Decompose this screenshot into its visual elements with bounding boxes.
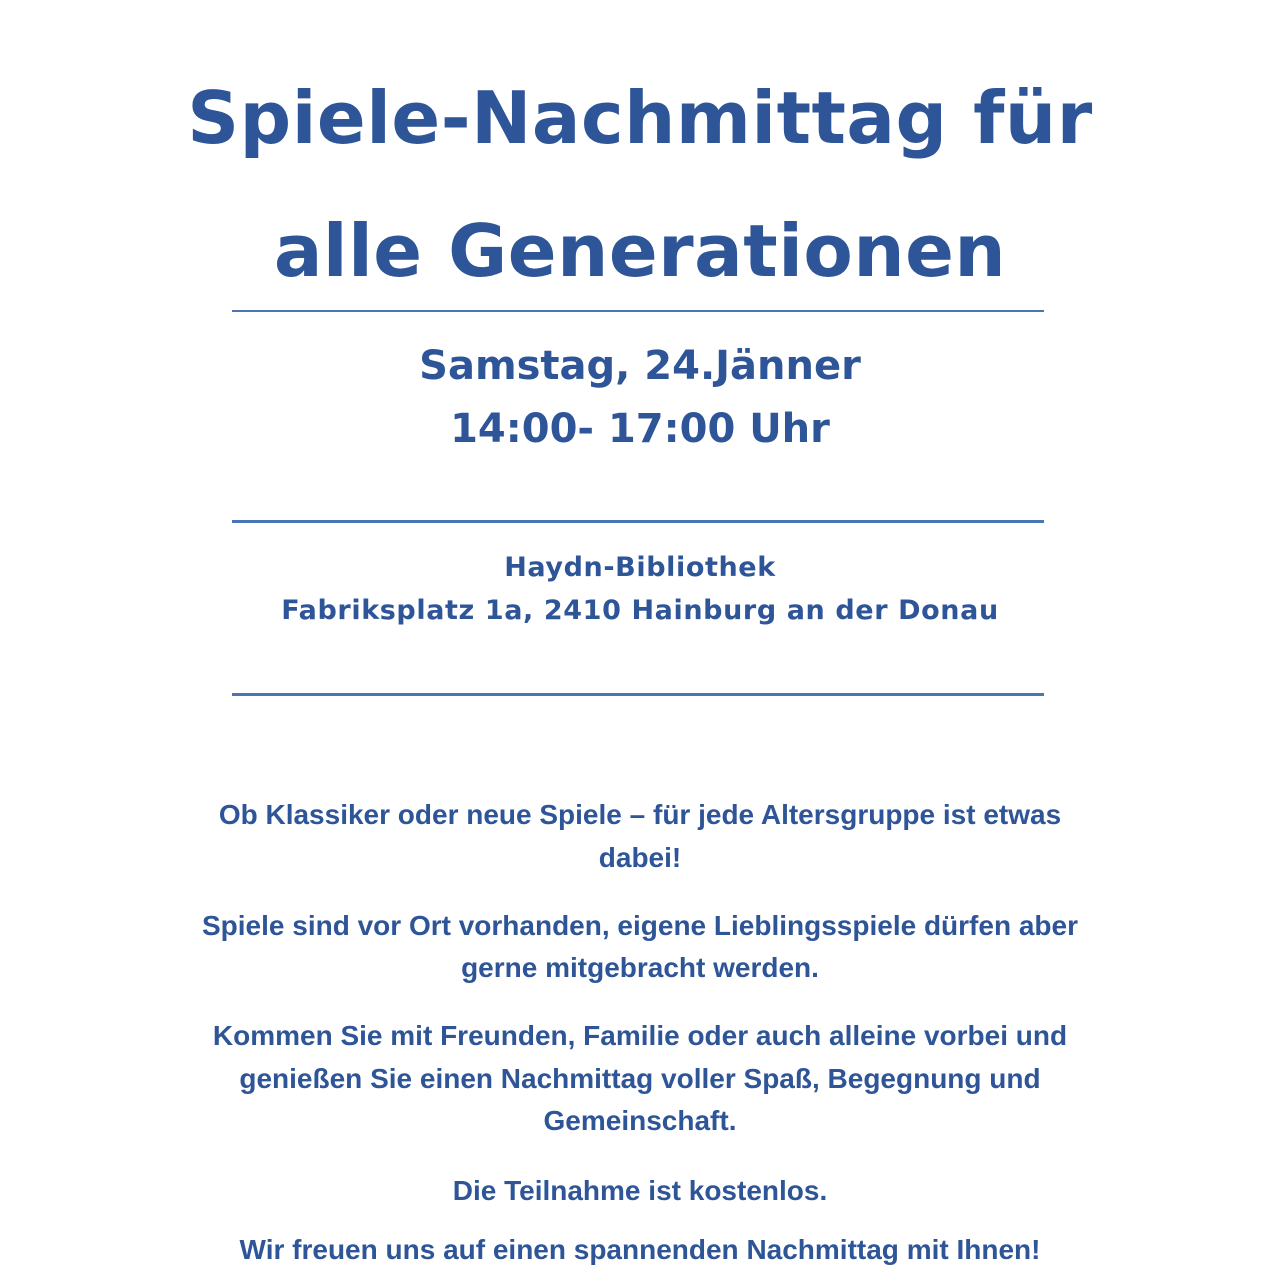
event-date: Samstag, 24.Jänner [419,343,861,389]
date-divider [232,520,1044,523]
event-title-line-2: alle Generationen [273,209,1007,293]
paragraph-line: Gemeinschaft. [543,1105,737,1136]
paragraph-line: Kommen Sie mit Freunden, Familie oder auch alleine vorbei und [212,1020,1068,1051]
venue-divider [232,693,1044,696]
venue-address: Fabriksplatz 1a, 2410 Hainburg an der Donau [281,595,999,626]
free-admission-note: Die Teilnahme ist kostenlos. [452,1175,828,1206]
paragraph-line: genießen Sie einen Nachmittag voller Spaß, Begegnung und [239,1063,1041,1094]
paragraph-line: gerne mitgebracht werden. [461,952,819,983]
event-title-line-1: Spiele-Nachmittag für [187,76,1093,160]
paragraph-line: Spiele sind vor Ort vorhanden, eigene Lieblingsspiele dürfen aber [202,910,1078,941]
venue-name: Haydn-Bibliothek [504,552,776,583]
event-time: 14:00- 17:00 Uhr [450,406,830,452]
paragraph-line: dabei! [598,842,682,873]
closing-line: Wir freuen uns auf einen spannenden Nachmittag mit Ihnen! [239,1234,1041,1265]
paragraph-line: Ob Klassiker oder neue Spiele – für jede Altersgruppe ist etwas [218,799,1062,830]
title-divider [232,310,1044,312]
